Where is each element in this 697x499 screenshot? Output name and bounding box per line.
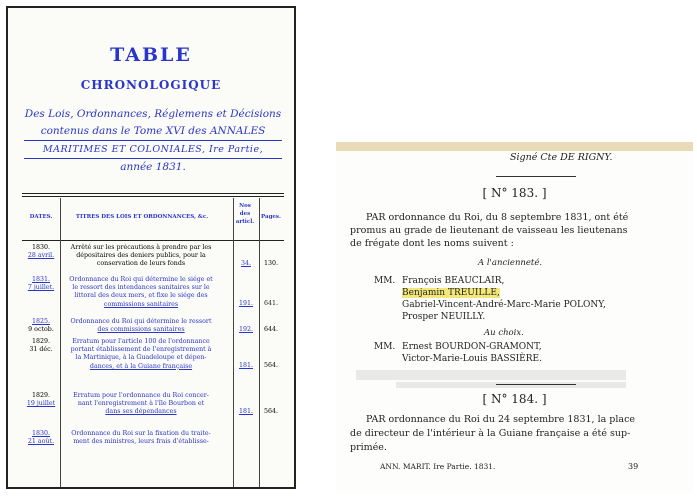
row-title-line: Ordonnance du Roi qui détermine le ressort xyxy=(70,318,212,325)
row-title-line: conservation de leurs fonds xyxy=(96,260,186,268)
paragraph-line: PAR ordonnance du Roi du 24 septembre 1831, la place xyxy=(366,414,636,425)
section-number-184: [ N° 184. ] xyxy=(482,392,547,406)
row-page: 130. xyxy=(263,260,279,267)
paragraph-line: PAR ordonnance du Roi, du 8 septembre 1831, ont été xyxy=(366,212,629,223)
bleed-through xyxy=(396,382,626,388)
name-line: Prosper NEUILLY. xyxy=(402,312,486,322)
row-article: 181. xyxy=(238,362,254,369)
description-line: contenus dans le Tome XVI des ANNALES xyxy=(24,123,282,141)
row-year: 1830. xyxy=(31,430,51,437)
table-description xyxy=(24,106,282,176)
column-rule xyxy=(259,198,260,488)
rule xyxy=(496,384,576,385)
header-pages: Pages. xyxy=(261,214,281,220)
column-rule xyxy=(233,198,234,488)
row-title-line: Ordonnance du Roi qui détermine le siége et xyxy=(69,276,213,283)
row-date: 21 août. xyxy=(27,438,55,446)
row-title-line: Erratum pour l'ordonnance du Roi concer- xyxy=(73,392,209,399)
page-number: 39 xyxy=(628,462,639,471)
row-title-line: littoral des deux mers, et fixe le siége des xyxy=(74,292,208,300)
row-year: 1829. xyxy=(31,338,51,345)
mm-label: MM. xyxy=(374,276,396,286)
row-article: 192. xyxy=(238,326,254,333)
row-title-line: Erratum pour l'article 100 de l'ordonnance xyxy=(72,338,210,345)
description-line: année 1831. xyxy=(120,161,186,173)
row-date: 28 avril. xyxy=(27,252,55,260)
mm-label: MM. xyxy=(374,342,396,352)
row-title-line: la Martinique, à la Guadeloupe et dépen- xyxy=(75,354,207,362)
row-year: 1831. xyxy=(31,276,51,283)
row-page: 564. xyxy=(263,362,279,369)
row-title-line: dances, et à la Guiane française xyxy=(89,362,193,370)
row-article: 181. xyxy=(238,408,254,415)
page-top-edge xyxy=(336,142,693,151)
left-page xyxy=(6,6,296,489)
page-subtitle: CHRONOLOGIQUE xyxy=(80,78,222,92)
name-line: François BEAUCLAIR, xyxy=(402,276,505,286)
subheading-anciennete: A l'ancienneté. xyxy=(478,258,543,268)
subheading-choix: Au choix. xyxy=(484,328,524,338)
divider xyxy=(22,196,284,197)
row-title-line: le ressort des intendances sanitaires sur le xyxy=(72,284,210,292)
column-rule xyxy=(60,198,61,488)
row-article: 34. xyxy=(240,260,251,267)
row-date: 19 juillet xyxy=(26,400,56,408)
paragraph-line: de frégate dont les noms suivent : xyxy=(350,238,514,249)
row-article: 191. xyxy=(238,300,254,307)
row-year: 1825. xyxy=(31,318,51,325)
row-title-line: ment des ministres, leurs frais d'établisse- xyxy=(73,438,209,446)
row-date: 9 octob. xyxy=(28,326,54,334)
row-title-line: nant l'enregistrement à l'île Bourbon et xyxy=(77,400,205,408)
signature: Signé Cte DE RIGNY. xyxy=(510,152,613,163)
name-line: Victor-Marie-Louis BASSIÈRE. xyxy=(402,354,542,364)
name-line: Ernest BOURDON-GRAMONT, xyxy=(402,342,542,352)
page-footer-left: ANN. MARIT. Ire Partie. 1831. xyxy=(380,462,496,471)
paragraph-line: promus au grade de lieutenant de vaisseau les lieutenans xyxy=(350,225,628,236)
row-page: 564. xyxy=(263,408,279,415)
row-title-line: dans ses dépendances xyxy=(105,408,177,416)
row-year: 1829. xyxy=(31,392,51,399)
section-number-183: [ N° 183. ] xyxy=(482,186,547,200)
divider xyxy=(22,240,284,241)
row-title-line: des commissions sanitaires xyxy=(97,326,185,334)
name-line: Gabriel-Vincent-André-Marc-Marie POLONY, xyxy=(402,300,606,310)
row-title-line: dépositaires des deniers publics, pour la xyxy=(76,252,206,260)
header-articles: Nos des articl. xyxy=(235,203,255,225)
row-title-line: commissions sanitaires xyxy=(103,300,179,308)
row-page: 644. xyxy=(263,326,279,333)
row-year: 1830. xyxy=(31,244,51,251)
row-title-line: Arrêté sur les précautions à prendre par les xyxy=(70,244,212,251)
row-title-line: Ordonnance du Roi sur la fixation du traite- xyxy=(71,430,211,437)
description-line: Des Lois, Ordonnances, Réglemens et Décisions xyxy=(24,108,282,120)
name-line-highlighted: Benjamin TREUILLE, xyxy=(402,288,500,298)
row-page: 641. xyxy=(263,300,279,307)
header-dates: DATES. xyxy=(29,214,53,220)
row-title-line: portant établissement de l'enregistrement à xyxy=(70,346,212,354)
paragraph-line: primée. xyxy=(350,442,387,453)
description-line: MARITIMES ET COLONIALES, Ire Partie, xyxy=(24,141,282,159)
row-date: 31 déc. xyxy=(29,346,53,354)
rule xyxy=(496,176,576,177)
paragraph-line: de directeur de l'intérieur à la Guiane française a été sup- xyxy=(350,428,631,439)
bleed-through xyxy=(356,370,626,380)
page-title: TABLE xyxy=(110,44,192,66)
divider xyxy=(22,193,284,194)
row-date: 7 juillet. xyxy=(27,284,55,292)
right-page xyxy=(336,142,693,492)
header-titles: TITRES DES LOIS ET ORDONNANCES, &c. xyxy=(75,214,209,220)
table-header xyxy=(22,198,284,238)
